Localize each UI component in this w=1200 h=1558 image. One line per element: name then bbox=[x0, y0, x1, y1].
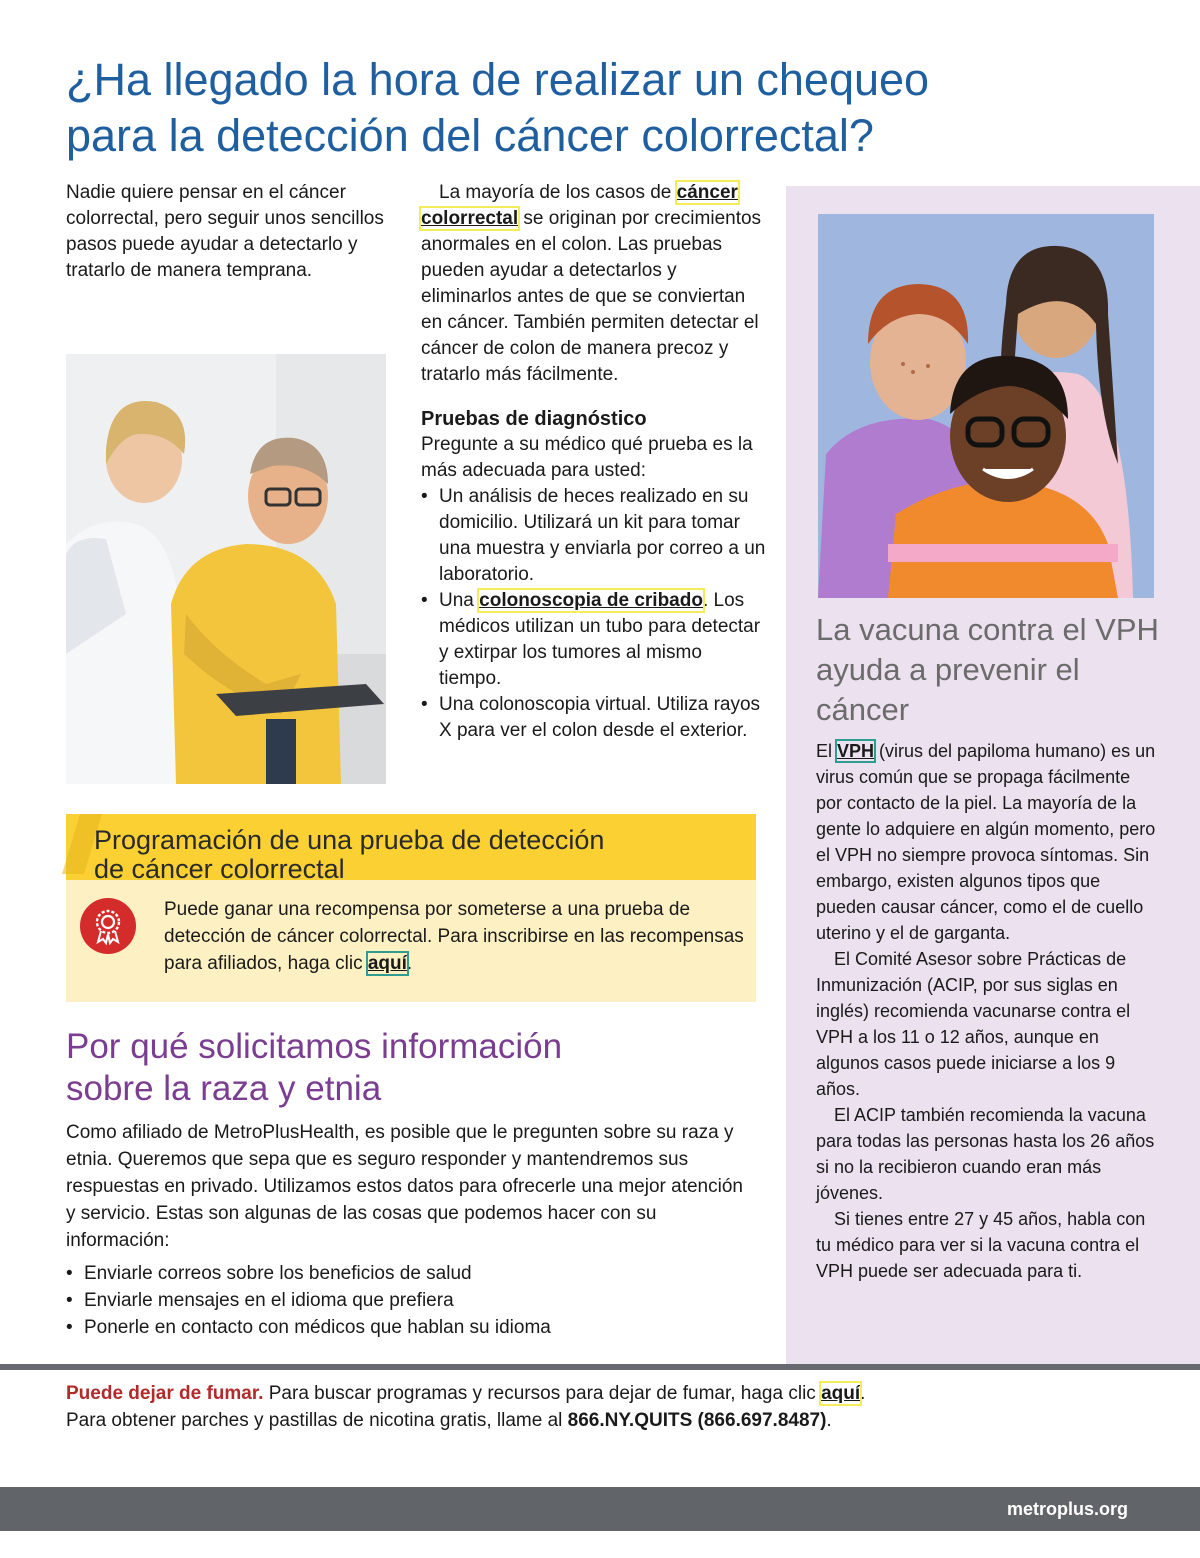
hpv-paragraph-4: Si tienes entre 27 y 45 años, habla con tu médico para ver si la vacuna contra el VPH puede ser adecuada para ti. bbox=[816, 1209, 1146, 1281]
list-item: • Una colonoscopia virtual. Utiliza rayos X para ver el colon desde el exterior. bbox=[421, 692, 766, 744]
intro-text: Nadie quiere pensar en el cáncer colorrectal, pero seguir unos sencillos pasos puede ayudar a detectarlo y tratarlo de manera temprana. bbox=[66, 182, 384, 281]
children-illustration bbox=[818, 214, 1154, 598]
text-span: . Los médicos utilizan un tubo para detectar y extirpar los tumores al mismo tiempo. bbox=[439, 590, 761, 689]
text-span: Para buscar programas y recursos para dejar de fumar, haga clic bbox=[263, 1383, 822, 1404]
race-uses-list bbox=[66, 1260, 756, 1341]
text-span: La mayoría de los casos de bbox=[439, 182, 677, 203]
footer-site-link[interactable]: metroplus.org bbox=[1006, 1499, 1128, 1519]
hpv-paragraph-1 bbox=[816, 738, 1156, 946]
race-heading-line-2: sobre la raza y etnia bbox=[66, 1069, 382, 1108]
text-span: . bbox=[826, 1410, 832, 1431]
list-item bbox=[421, 588, 766, 692]
children-photo bbox=[818, 214, 1154, 598]
text-span: Para obtener parches y pastillas de nicotina gratis, llame al bbox=[66, 1410, 568, 1431]
quit-smoking-line-2 bbox=[66, 1407, 1166, 1434]
list-item: • Un análisis de heces realizado en su domicilio. Utilizará un kit para tomar una muestra y enviarla por correo a un laboratorio. bbox=[421, 484, 766, 588]
text-span: El bbox=[816, 741, 838, 761]
text-span: Puede ganar una recompensa por someterse a una prueba de detección de cáncer colorrectal. Para inscribirse en las recompensas para afiliados, haga clic bbox=[164, 899, 744, 974]
hpv-text bbox=[816, 738, 1156, 1284]
text-span: se originan por crecimientos anormales en el colon. Las pruebas pueden ayudar a detectarlos y eliminarlos antes de que se conviertan en cáncer. También permiten detectar el cáncer de colon de manera precoz y tratarlo más fácilmente. bbox=[421, 208, 762, 385]
list-item: • Enviarle correos sobre los beneficios de salud bbox=[66, 1260, 756, 1287]
colorectal-cancer-link[interactable]: cáncer colorrectal bbox=[421, 182, 738, 229]
hpv-link[interactable]: VPH bbox=[837, 741, 875, 761]
screening-callout-box bbox=[66, 814, 756, 1002]
race-ethnicity-text: Como afiliado de MetroPlusHealth, es posible que le pregunten sobre su raza y etnia. Queremos que sepa que es seguro responder y mantendremos sus respuestas en privado. Utilizamos estos datos para ofrecerle una mejor atención y servicio. Estas son algunas de las cosas que podemos hacer con su información: bbox=[66, 1122, 743, 1251]
doctor-patient-illustration bbox=[66, 354, 386, 784]
section-divider bbox=[0, 1364, 1200, 1370]
diagnostic-tests-lead: Pregunte a su médico qué prueba es la más adecuada para usted: bbox=[421, 434, 753, 481]
quit-smoking-line-1 bbox=[66, 1380, 1166, 1407]
page-title-line-2: para la detección del cáncer colorrectal? bbox=[66, 110, 874, 161]
text-span: . bbox=[406, 953, 413, 974]
diagnostic-tests-heading: Pruebas de diagnóstico bbox=[421, 408, 647, 430]
rewards-text bbox=[164, 896, 744, 977]
hpv-paragraph-2: El Comité Asesor sobre Prácticas de Inmunización (ACIP, por sus siglas en inglés) recomienda vacunarse contra el VPH a los 11 o 12 años, aunque en algunos casos puede iniciarse a los 9 años. bbox=[816, 949, 1131, 1099]
footer-bar bbox=[0, 1487, 1200, 1531]
callout-heading-line-2: de cáncer colorrectal bbox=[94, 854, 345, 884]
award-ribbon-icon bbox=[80, 898, 136, 954]
page-title-line-1: ¿Ha llegado la hora de realizar un chequeo bbox=[66, 54, 930, 105]
diagnostic-tests-list bbox=[421, 484, 766, 744]
doctor-patient-photo bbox=[66, 354, 386, 784]
colorectal-column bbox=[421, 180, 766, 744]
callout-heading bbox=[94, 826, 604, 884]
hpv-vaccine-heading: La vacuna contra el VPH ayuda a prevenir el cáncer bbox=[816, 612, 1159, 727]
list-item: • Ponerle en contacto con médicos que hablan su idioma bbox=[66, 1314, 756, 1341]
callout-header bbox=[66, 814, 756, 884]
text-span: (virus del papiloma humano) es un virus común que se propaga fácilmente por contacto de la piel. La mayoría de la gente lo adquiere en algún momento, pero el VPH no siempre provoca síntomas. Sin embargo, existen algunos tipos que pueden causar cáncer, como el de cuello uterino y el de garganta. bbox=[816, 741, 1156, 943]
hpv-paragraph-3: El ACIP también recomienda la vacuna para todas las personas hasta los 26 años si no la recibieron cuando eran más jóvenes. bbox=[816, 1105, 1155, 1203]
race-heading-line-1: Por qué solicitamos información bbox=[66, 1027, 563, 1066]
quit-line-phone: 866.NY.QUITS (866.697.8487) bbox=[567, 1410, 827, 1431]
list-item: • Enviarle mensajes en el idioma que prefiera bbox=[66, 1287, 756, 1314]
text-span: Una bbox=[439, 590, 480, 611]
callout-heading-line-1: Programación de una prueba de detección bbox=[94, 825, 605, 855]
quit-smoking-here-link[interactable]: aquí bbox=[821, 1383, 861, 1404]
text-span: . bbox=[860, 1383, 866, 1404]
quit-smoking-section bbox=[66, 1380, 1166, 1434]
page-title bbox=[66, 52, 1166, 164]
screening-colonoscopy-link[interactable]: colonoscopia de cribado bbox=[479, 590, 703, 611]
colorectal-intro-paragraph bbox=[421, 180, 766, 388]
quit-smoking-lead: Puede dejar de fumar. bbox=[66, 1383, 264, 1404]
rewards-here-link[interactable]: aquí bbox=[367, 953, 407, 974]
race-ethnicity-heading bbox=[66, 1026, 766, 1110]
